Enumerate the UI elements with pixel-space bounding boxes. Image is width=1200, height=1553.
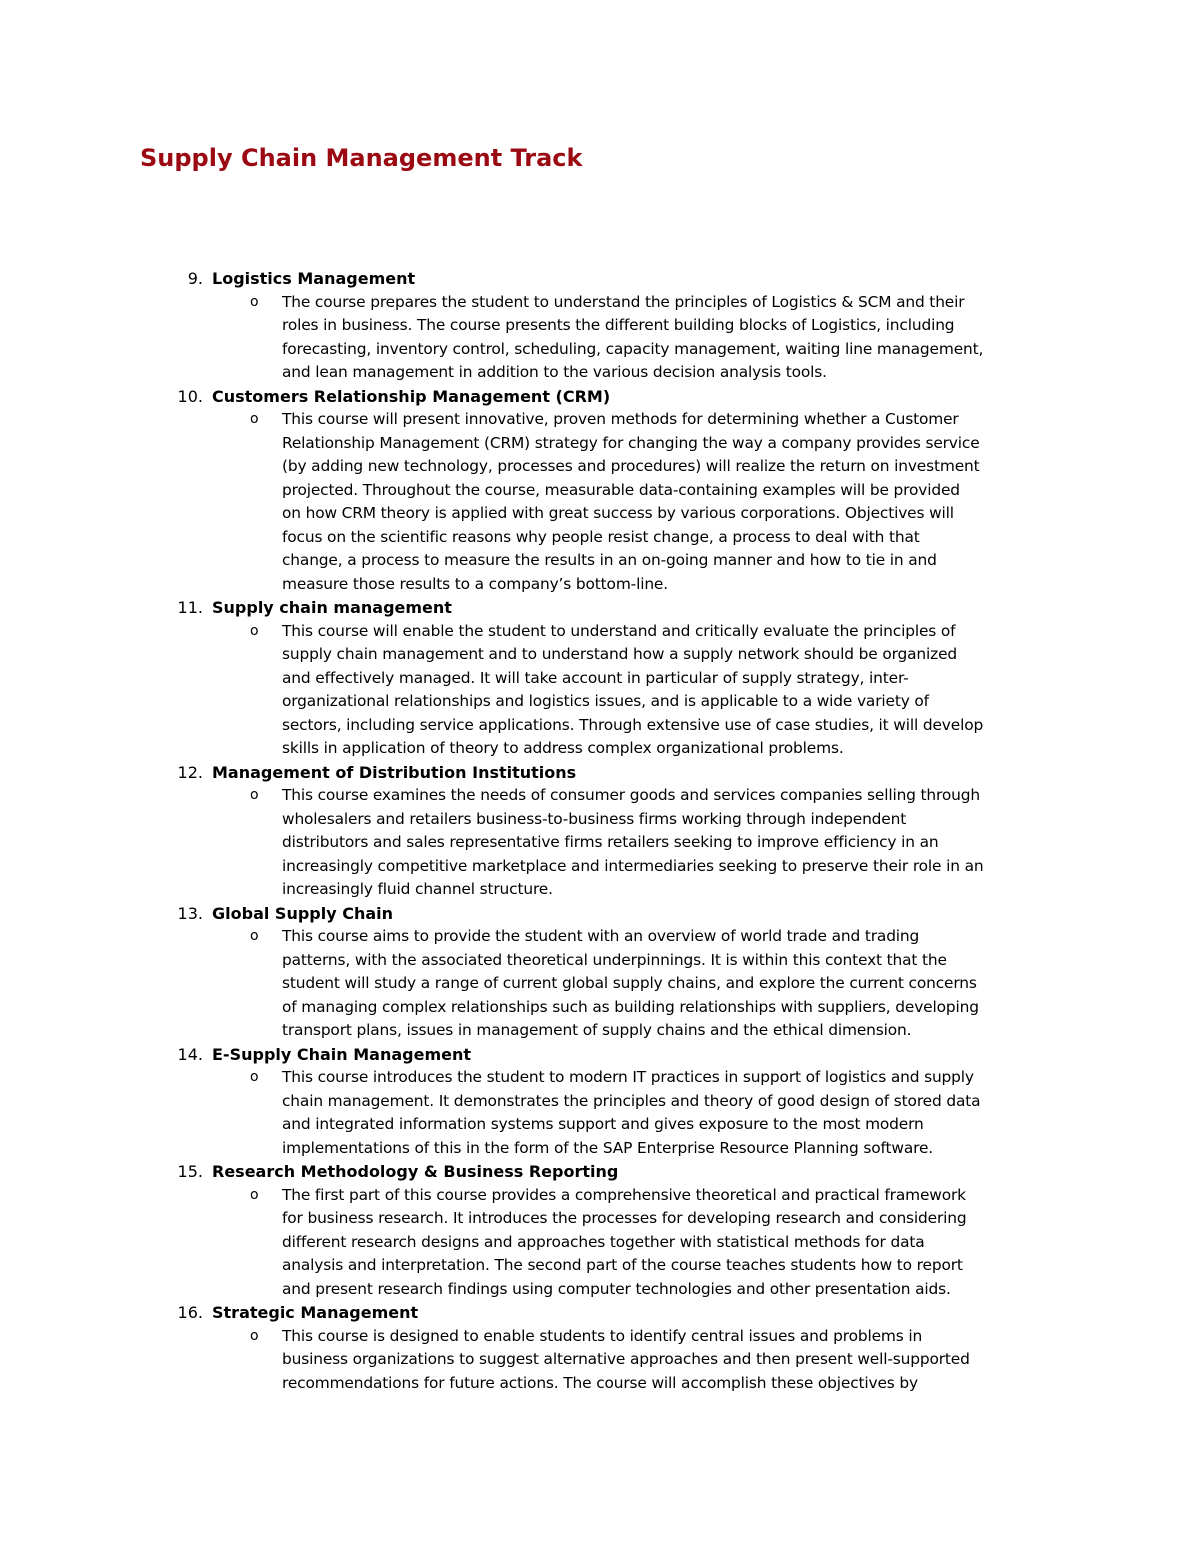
course-item	[0, 902, 1200, 1043]
course-number: 11.	[177, 598, 203, 617]
course-heading	[0, 1301, 1200, 1325]
course-description: This course introduces the student to modern IT practices in support of logistics and supply chain management. It demonstrates the principles and theory of good design of stored data and integrated information systems support and gives exposure to the most modern implementations of this in the form of the SAP Enterprise Resource Planning software.	[282, 1068, 981, 1157]
course-title: Logistics Management	[212, 269, 416, 288]
course-description: The first part of this course provides a comprehensive theoretical and practical framework for business research. It introduces the processes for developing research and considering different research designs and approaches together with statistical methods for data analysis and interpretation. The second part of the course teaches students how to report and present research findings using computer technologies and other presentation aids.	[282, 1185, 967, 1298]
course-heading	[0, 385, 1200, 409]
course-description: This course will enable the student to understand and critically evaluate the principles of supply chain management and to understand how a supply network should be organized and effectively managed. It will take account in particular of supply strategy, inter- organizational relationships and logistics issues, and is applicable to a wide variety of sectors, including service applications. Through extensive use of case studies, it will develop skills in application of theory to address complex organizational problems.	[282, 621, 984, 757]
course-description: This course will present innovative, proven methods for determining whether a Customer Relationship Management (CRM) strategy for changing the way a company provides service (by adding new technology, processes and procedures) will realize the return on investment projected. Throughout the course, measurable data-containing examples will be provided on how CRM theory is applied with great success by various corporations. Objectives will focus on the scientific reasons why people resist change, a process to deal with that change, a process to measure the results in an on-going manner and how to tie in and measure those results to a company’s bottom-line.	[282, 410, 980, 593]
bullet-icon: o	[250, 411, 259, 427]
course-heading	[0, 902, 1200, 926]
course-number: 15.	[177, 1162, 203, 1181]
course-description-item	[0, 784, 1200, 902]
course-title: Supply chain management	[212, 598, 452, 617]
course-number: 16.	[177, 1303, 203, 1322]
course-item	[0, 267, 1200, 385]
course-number: 9.	[187, 269, 203, 288]
course-title: Customers Relationship Management (CRM)	[212, 386, 611, 406]
bullet-icon: o	[250, 1327, 259, 1344]
course-title: Research Methodology & Business Reporting	[212, 1162, 619, 1181]
course-description-item	[0, 1066, 1200, 1160]
course-list	[0, 267, 1200, 1395]
course-heading	[0, 1043, 1200, 1067]
course-title: Global Supply Chain	[212, 903, 394, 923]
course-title: E-Supply Chain Management	[212, 1044, 472, 1064]
course-description: This course aims to provide the student with an overview of world trade and trading patterns, with the associated theoretical underpinnings. It is within this context that the student will study a range of current global supply chains, and explore the current concerns of managing complex relationships such as building relationships with suppliers, developing transport plans, issues in management of supply chains and the ethical dimension.	[282, 927, 979, 1039]
course-heading	[0, 1160, 1200, 1184]
bullet-icon: o	[250, 928, 259, 944]
bullet-icon: o	[250, 1069, 259, 1085]
course-description: This course is designed to enable students to identify central issues and problems in business organizations to suggest alternative approaches and then present well-supported recommendations for future actions. The course will accomplish these objectives by	[282, 1326, 970, 1392]
course-item	[0, 385, 1200, 597]
document-title: Supply Chain Management Track	[140, 144, 583, 172]
bullet-icon: o	[250, 622, 259, 639]
course-description-item	[0, 291, 1200, 385]
course-heading	[0, 596, 1200, 620]
course-number: 10.	[177, 386, 203, 406]
course-item	[0, 1301, 1200, 1395]
course-description-item	[0, 620, 1200, 761]
course-number: 14.	[177, 1044, 203, 1064]
bullet-icon: o	[250, 1186, 259, 1203]
course-number: 12.	[177, 762, 203, 782]
course-description: This course examines the needs of consumer goods and services companies selling through wholesalers and retailers business-to-business firms working through independent distributors and sales representative firms retailers seeking to improve efficiency in an increasingly competitive marketplace and intermediaries seeking to preserve their role in an increasingly fluid channel structure.	[282, 786, 984, 898]
course-description-item	[0, 1325, 1200, 1396]
course-description-item	[0, 925, 1200, 1043]
course-number: 13.	[177, 903, 203, 923]
course-description-item	[0, 408, 1200, 596]
course-title: Management of Distribution Institutions	[212, 762, 577, 782]
course-description-item	[0, 1184, 1200, 1302]
course-description: The course prepares the student to understand the principles of Logistics & SCM and their roles in business. The course presents the different building blocks of Logistics, including forecasting, inventory control, scheduling, capacity management, waiting line management, and lean management in addition to the various decision analysis tools.	[282, 292, 984, 381]
course-title: Strategic Management	[212, 1303, 419, 1322]
course-item	[0, 1043, 1200, 1161]
course-item	[0, 761, 1200, 902]
course-heading	[0, 267, 1200, 291]
course-item	[0, 596, 1200, 761]
bullet-icon: o	[250, 787, 259, 803]
course-heading	[0, 761, 1200, 785]
course-item	[0, 1160, 1200, 1301]
bullet-icon: o	[250, 293, 259, 310]
